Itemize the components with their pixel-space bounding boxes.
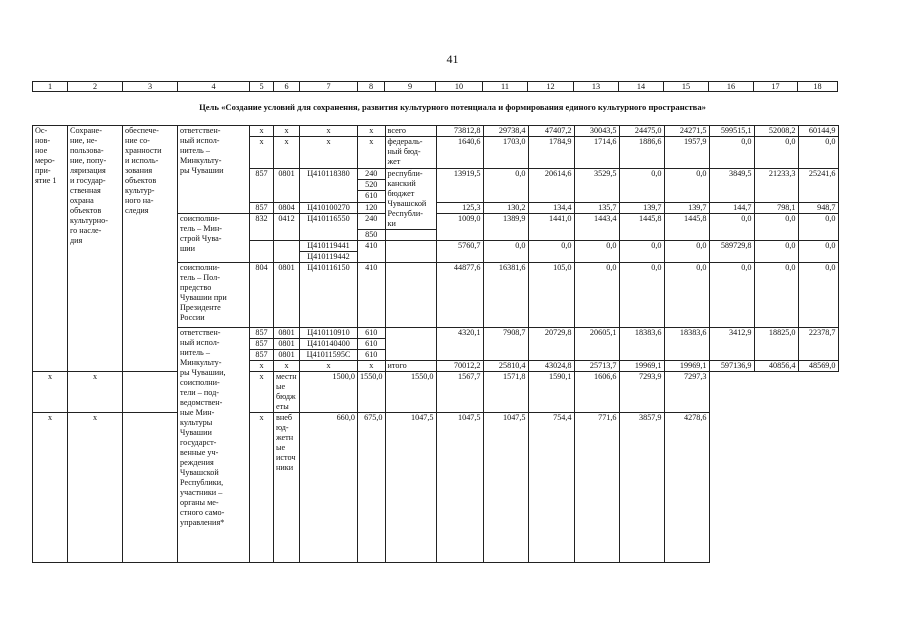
value-cell: 25241,6 (798, 169, 838, 203)
value-cell: 47407,2 (528, 126, 574, 137)
code-cell: x (300, 126, 358, 137)
value-cell: 139,7 (619, 203, 664, 214)
value-cell: 135,7 (574, 203, 619, 214)
code-cell: 610 (358, 191, 386, 203)
value-cell: 22378,7 (798, 328, 838, 361)
code-cell: 410 (358, 241, 386, 263)
code-cell: x (358, 137, 386, 169)
value-cell: 3857,9 (619, 413, 664, 563)
code-cell (123, 413, 178, 563)
value-cell: 589729,8 (709, 241, 754, 263)
code-cell: 120 (358, 203, 386, 214)
measure-name-cell: Сохране- ние, не- пользова- ние, попу- ляризация и государ- ственная охрана объектов культурно- го насле- дия (68, 126, 123, 372)
value-cell: 0,0 (754, 137, 798, 169)
column-number-cell: 18 (798, 82, 838, 92)
column-number-cell: 2 (68, 82, 123, 92)
value-cell: 1640,6 (436, 137, 483, 169)
value-cell: 0,0 (574, 241, 619, 263)
value-cell: 52008,2 (754, 126, 798, 137)
code-cell: 0804 (274, 203, 300, 214)
value-cell: 1703,0 (483, 137, 528, 169)
column-number-cell: 5 (250, 82, 274, 92)
value-cell: 0,0 (619, 263, 664, 328)
code-cell: x (274, 126, 300, 137)
value-cell: 1714,6 (574, 137, 619, 169)
code-cell: x (68, 372, 123, 413)
value-cell: 60144,9 (798, 126, 838, 137)
value-cell: 0,0 (483, 241, 528, 263)
value-cell: 3849,5 (709, 169, 754, 203)
value-cell: 1784,9 (528, 137, 574, 169)
value-cell: 1957,9 (664, 137, 709, 169)
code-cell (274, 241, 300, 263)
value-cell: 105,0 (528, 263, 574, 328)
source-cell: федераль- ный бюд- жет (385, 137, 436, 169)
value-cell: 0,0 (483, 169, 528, 203)
code-cell: x (33, 413, 68, 563)
value-cell: 0,0 (619, 241, 664, 263)
code-cell: x (250, 137, 274, 169)
source-cell: внебюд- жетные источники (274, 413, 300, 563)
code-cell: 520 (358, 180, 386, 191)
value-cell: 29738,4 (483, 126, 528, 137)
value-cell: 130,2 (483, 203, 528, 214)
code-cell: Ц410119442 (300, 252, 358, 263)
value-cell: 16381,6 (483, 263, 528, 328)
executor-cell: ответствен- ный испол- нитель – Минкульту- ры Чувашии, соисполни- тели – под- ведомствен- ные Мин- культуры Чувашии государст- венные уч- реждения Чувашской Республики, участники – органы ме- стного само- управления* (178, 328, 250, 563)
table-row (33, 126, 839, 137)
value-cell: 43024,8 (528, 361, 574, 372)
value-cell: 139,7 (664, 203, 709, 214)
source-cell (385, 241, 436, 263)
code-cell: 610 (358, 339, 386, 350)
code-cell: 610 (358, 350, 386, 361)
value-cell: 21233,3 (754, 169, 798, 203)
code-cell: x (300, 137, 358, 169)
code-cell: 832 (250, 214, 274, 241)
code-cell: 0412 (274, 214, 300, 241)
value-cell: 7297,3 (664, 372, 709, 413)
value-cell: 1441,0 (528, 214, 574, 241)
value-cell: 1047,5 (483, 413, 528, 563)
page-number: 41 (446, 52, 459, 66)
value-cell: 4320,1 (436, 328, 483, 361)
source-cell: итого (385, 361, 436, 372)
column-number-cell: 13 (574, 82, 619, 92)
value-cell: 0,0 (664, 169, 709, 203)
column-number-cell: 15 (664, 82, 709, 92)
value-cell: 19969,1 (619, 361, 664, 372)
value-cell: 0,0 (664, 263, 709, 328)
value-cell: 0,0 (754, 263, 798, 328)
code-cell: x (250, 361, 274, 372)
value-cell: 4278,6 (664, 413, 709, 563)
value-cell: 1590,1 (528, 372, 574, 413)
table-row (33, 372, 839, 413)
code-cell: Ц410116550 (300, 214, 358, 241)
value-cell: 0,0 (528, 241, 574, 263)
column-number-cell: 11 (483, 82, 528, 92)
value-cell: 24475,0 (619, 126, 664, 137)
code-cell: x (250, 413, 274, 563)
value-cell: 73812,8 (436, 126, 483, 137)
value-cell: 1047,5 (385, 413, 436, 563)
column-number-cell: 7 (300, 82, 358, 92)
code-cell: 0801 (274, 263, 300, 328)
source-cell: местные бюджеты (274, 372, 300, 413)
code-cell: x (68, 413, 123, 563)
code-cell: x (300, 361, 358, 372)
value-cell: 1550,0 (385, 372, 436, 413)
value-cell: 771,6 (574, 413, 619, 563)
code-cell: 410 (358, 263, 386, 328)
value-cell: 1571,8 (483, 372, 528, 413)
value-cell: 0,0 (754, 241, 798, 263)
executor-cell: соисполни- тель – Пол- предство Чувашии при Президенте России (178, 263, 250, 328)
value-cell: 7908,7 (483, 328, 528, 361)
task-cell: обеспече- ние со- хранности и исполь- зования объектов культур- ного на- следия (123, 126, 178, 372)
value-cell: 599515,1 (709, 126, 754, 137)
value-cell: 48569,0 (798, 361, 838, 372)
code-cell: 857 (250, 169, 274, 203)
value-cell: 1445,8 (619, 214, 664, 241)
value-cell: 18825,0 (754, 328, 798, 361)
value-cell: 144,7 (709, 203, 754, 214)
value-cell: 660,0 (300, 413, 358, 563)
value-cell: 20605,1 (574, 328, 619, 361)
value-cell: 1009,0 (436, 214, 483, 241)
column-number-cell: 4 (178, 82, 250, 92)
source-cell (385, 328, 436, 361)
column-number-cell: 6 (274, 82, 300, 92)
value-cell: 1886,6 (619, 137, 664, 169)
measure-number-cell: Ос- нов- ное меро- при- ятие 1 (33, 126, 68, 372)
column-number-cell: 12 (528, 82, 574, 92)
value-cell: 20614,6 (528, 169, 574, 203)
value-cell: 1443,4 (574, 214, 619, 241)
value-cell: 0,0 (798, 263, 838, 328)
value-cell: 25810,4 (483, 361, 528, 372)
value-cell: 0,0 (709, 263, 754, 328)
code-cell: x (250, 126, 274, 137)
executor-cell: соисполни- тель – Мин- строй Чува- шии (178, 214, 250, 263)
value-cell: 948,7 (798, 203, 838, 214)
value-cell: 40856,4 (754, 361, 798, 372)
column-number-cell: 8 (358, 82, 385, 92)
code-cell: Ц410140400 (300, 339, 358, 350)
value-cell: 18383,6 (619, 328, 664, 361)
value-cell: 1550,0 (358, 372, 386, 413)
value-cell: 675,0 (358, 413, 386, 563)
value-cell: 0,0 (664, 241, 709, 263)
executor-cell: ответствен- ный испол- нитель – Минкульту- ры Чувашии (178, 126, 250, 214)
value-cell: 125,3 (436, 203, 483, 214)
code-cell: x (250, 372, 274, 413)
column-number-cell: 17 (754, 82, 798, 92)
value-cell: 20729,8 (528, 328, 574, 361)
code-cell: 857 (250, 339, 274, 350)
value-cell: 0,0 (798, 137, 838, 169)
value-cell: 1047,5 (436, 413, 483, 563)
code-cell: Ц410100270 (300, 203, 358, 214)
value-cell: 19969,1 (664, 361, 709, 372)
column-number-cell: 1 (33, 82, 68, 92)
value-cell: 25713,7 (574, 361, 619, 372)
value-cell: 798,1 (754, 203, 798, 214)
code-cell: Ц41011595С (300, 350, 358, 361)
column-number-cell: 9 (385, 82, 436, 92)
code-cell: Ц410118380 (300, 169, 358, 203)
value-cell: 0,0 (709, 137, 754, 169)
source-cell: республи- канский бюджет Чувашской Республи- ки (385, 169, 436, 230)
value-cell: 7293,9 (619, 372, 664, 413)
code-cell: 240 (358, 214, 386, 230)
value-cell: 754,4 (528, 413, 574, 563)
table-row (33, 413, 839, 563)
code-cell (250, 241, 274, 263)
value-cell: 1567,7 (436, 372, 483, 413)
code-cell: 850 (358, 230, 386, 241)
code-cell (123, 372, 178, 413)
value-cell: 0,0 (798, 241, 838, 263)
code-cell: Ц410110910 (300, 328, 358, 339)
code-cell: 240 (358, 169, 386, 180)
value-cell: 1445,8 (664, 214, 709, 241)
value-cell: 44877,6 (436, 263, 483, 328)
code-cell: x (274, 361, 300, 372)
value-cell: 1500,0 (300, 372, 358, 413)
value-cell: 0,0 (709, 214, 754, 241)
value-cell: 0,0 (754, 214, 798, 241)
code-cell: 0801 (274, 350, 300, 361)
value-cell: 5760,7 (436, 241, 483, 263)
code-cell: 857 (250, 328, 274, 339)
goal-title: Цель «Создание условий для сохранения, развития культурного потенциала и формирования единого культурного пространства» (199, 102, 706, 112)
column-number-cell: 14 (619, 82, 664, 92)
code-cell: x (358, 361, 386, 372)
code-cell: 610 (358, 328, 386, 339)
value-cell: 597136,9 (709, 361, 754, 372)
code-cell: 857 (250, 350, 274, 361)
code-cell: 0801 (274, 328, 300, 339)
value-cell: 30043,5 (574, 126, 619, 137)
value-cell: 134,4 (528, 203, 574, 214)
code-cell: 857 (250, 203, 274, 214)
source-cell: всего (385, 126, 436, 137)
code-cell: 0801 (274, 169, 300, 203)
value-cell: 0,0 (798, 214, 838, 241)
value-cell: 1389,9 (483, 214, 528, 241)
value-cell: 18383,6 (664, 328, 709, 361)
code-cell: Ц410119441 (300, 241, 358, 252)
value-cell: 24271,5 (664, 126, 709, 137)
funding-table (32, 125, 839, 563)
column-number-cell: 10 (436, 82, 483, 92)
value-cell: 3529,5 (574, 169, 619, 203)
column-number-cell: 16 (709, 82, 754, 92)
value-cell: 0,0 (574, 263, 619, 328)
value-cell: 3412,9 (709, 328, 754, 361)
code-cell: x (358, 126, 386, 137)
column-number-cell: 3 (123, 82, 178, 92)
column-number-header (32, 81, 838, 92)
code-cell: 804 (250, 263, 274, 328)
value-cell: 1606,6 (574, 372, 619, 413)
code-cell: x (274, 137, 300, 169)
code-cell: Ц410116150 (300, 263, 358, 328)
value-cell: 0,0 (619, 169, 664, 203)
value-cell: 70012,2 (436, 361, 483, 372)
code-cell: x (33, 372, 68, 413)
source-cell (385, 263, 436, 328)
value-cell: 13919,5 (436, 169, 483, 203)
code-cell: 0801 (274, 339, 300, 350)
